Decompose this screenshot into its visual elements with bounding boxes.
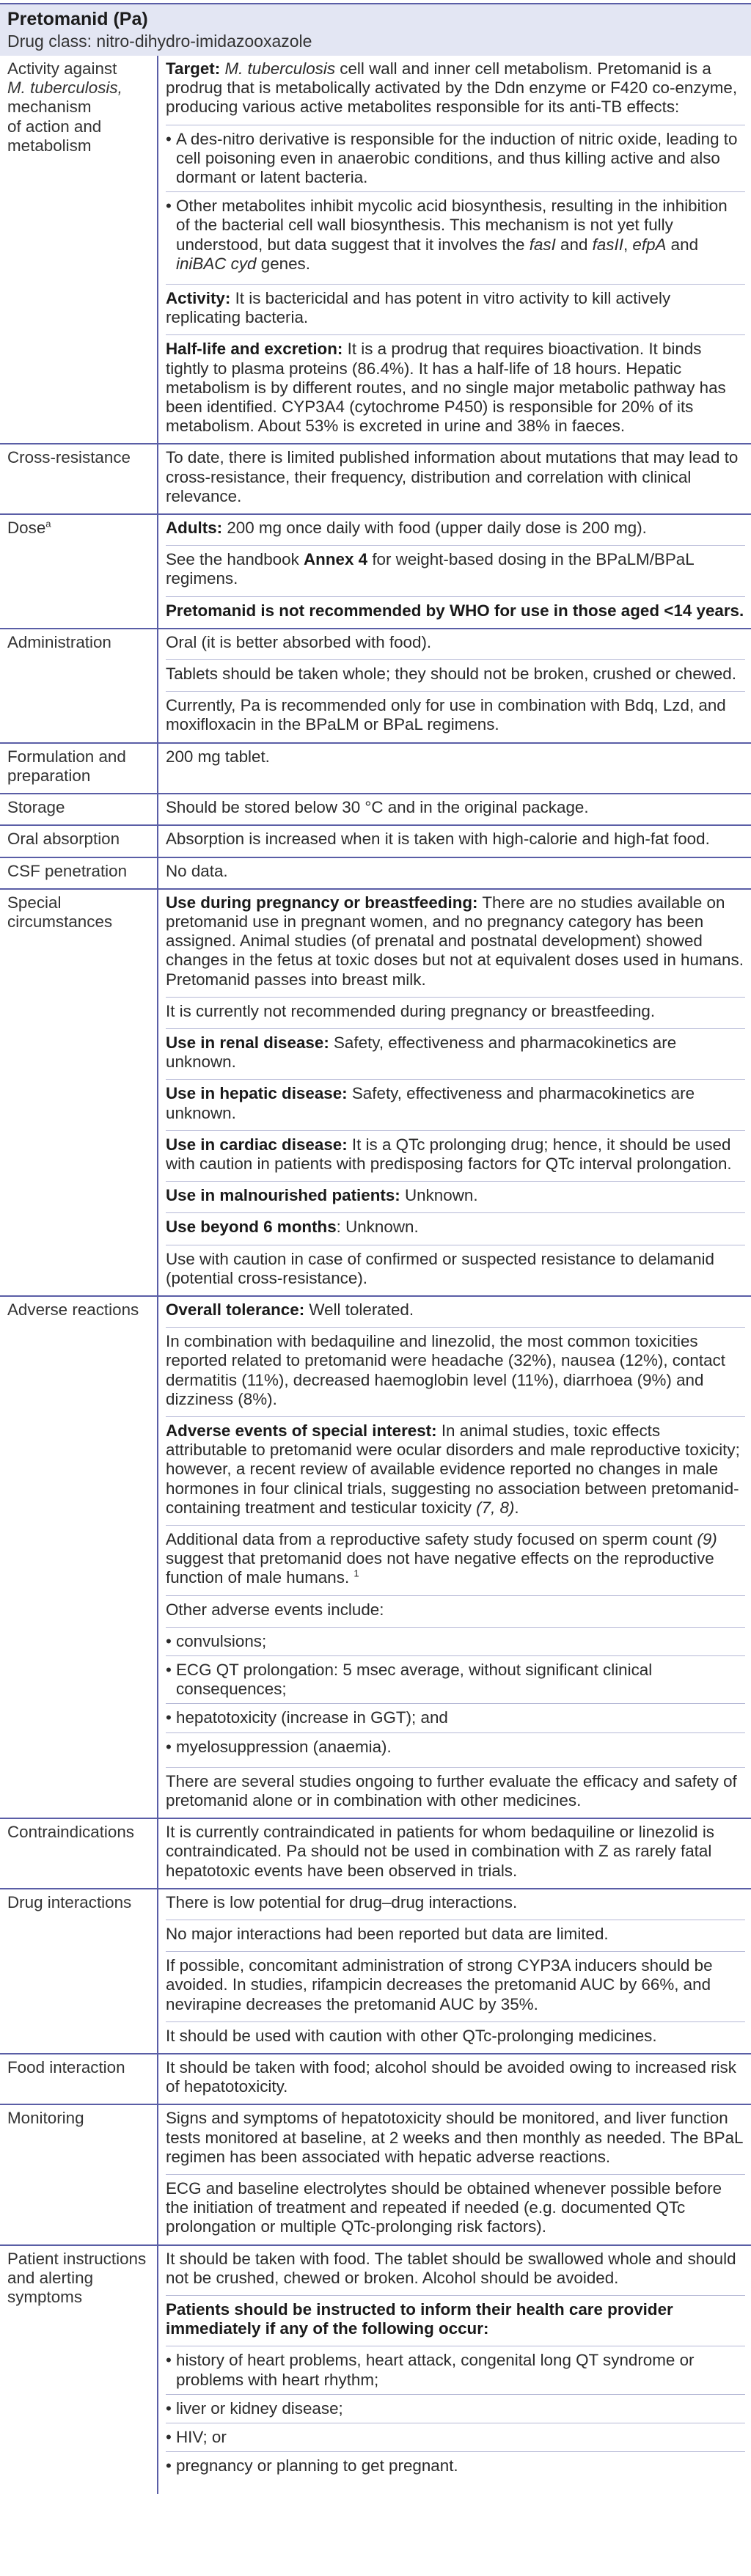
list-item: • convulsions; <box>166 1627 745 1655</box>
renal-paragraph: Use in renal disease: Safety, effectiveness and pharmacokinetics are unknown. <box>166 1028 745 1072</box>
content-dose <box>158 514 751 629</box>
content-adverse-reactions: Overall tolerance: Well tolerated. In combination with bedaquiline and linezolid, the most common toxicities reported related to pretomanid were headache (32%), nausea (12%), contact dermatitis (11%), decreased haemoglobin level (11%), diarrhoea (9%) and dizziness (8%). Adverse events of special interest: In animal studies, toxic effects attributable to pretomanid were ocular disorders and male reproductive toxicity; however, a recent review of available evidence reported no changes in male hormones in four clinical trials, suggesting no association between pretomanid-containing treatment and testicular toxicity (7, 8). Additional data from a reproductive safety study focused on sperm count (9) suggest that pretomanid does not have negative effects on the reproductive function of male humans. $^1$ Other adverse events include: • convulsions; • ECG QT prolongation: 5 msec average, without significant clinical consequences; • hepatotoxicity (increase in GGT); and • myelosuppression (anaemia). There are several studies ongoing to further evaluate the efficacy and safety of pretomanid alone or in combination with other medicines. <box>158 1296 751 1818</box>
label-dose: Dose$^a$ <box>0 514 158 629</box>
label-drug-interactions: Drug interactions <box>0 1889 158 2054</box>
target-paragraph: Target: M. tuberculosis cell wall and inner cell metabolism. Pretomanid is a prodrug that is metabolically activated by the Ddn enzyme or F420 co-enzyme, producing various active metabolites responsible for its anti-TB effects: <box>166 59 738 117</box>
label-food-interaction: Food interaction <box>0 2054 158 2104</box>
pregnancy-paragraph: Use during pregnancy or breastfeeding: There are no studies available on pretomanid use in pregnant women, and no pregnancy category has been assigned. Animal studies (of prenatal and postnatal development) showed changes in the fetus at toxic doses but not at equivalent doses used in humans. Pretomanid passes into breast milk. <box>166 893 744 989</box>
list-item: • history of heart problems, heart attack, congenital long QT syndrome or problems with heart rhythm; <box>166 2346 745 2393</box>
content-food-interaction: It should be taken with food; alcohol should be avoided owing to increased risk of hepatotoxicity. <box>158 2054 751 2104</box>
list-item: • Other metabolites inhibit mycolic acid biosynthesis, resulting in the inhibition of the bacterial cell wall biosynthesis. This mechanism is not yet fully understood, but data suggest that it involves the fasI and fasII, efpA and iniBAC cyd genes. <box>166 191 745 278</box>
reproductive-paragraph: Additional data from a reproductive safety study focused on sperm count (9) suggest that pretomanid does not have negative effects on the reproductive function of male humans. $^1$ <box>166 1525 745 1588</box>
overall-tolerance: Overall tolerance: Well tolerated. <box>166 1300 414 1319</box>
content-storage: Should be stored below 30 °C and in the original package. <box>158 794 751 825</box>
alert-symptom-list <box>166 2346 745 2480</box>
list-item: • hepatotoxicity (increase in GGT); and <box>166 1703 745 1732</box>
label-adverse-reactions: Adverse reactions <box>0 1296 158 1818</box>
content-special-circumstances: Use during pregnancy or breastfeeding: There are no studies available on pretomanid use in pregnant women, and no pregnancy category has been assigned. Animal studies (of prenatal and postnatal development) showed changes in the fetus at toxic doses but not at equivalent doses used in humans. Pretomanid passes into breast milk. It is currently not recommended during pregnancy or breastfeeding. Use in renal disease: Safety, effectiveness and pharmacokinetics are unknown. Use in hepatic disease: Safety, effectiveness and pharmacokinetics are unknown. Use in cardiac disease: It is a QTc prolonging drug; hence, it should be used with caution in patients with predisposing factors for QTc interval prolongation. Use in malnourished patients: Unknown. Use beyond 6 months: Unknown. Use with caution in case of confirmed or suspected resistance to delamanid (potential cross-resistance). <box>158 889 751 1296</box>
content-oral-absorption: Absorption is increased when it is taken with high-calorie and high-fat food. <box>158 825 751 857</box>
list-item: • myelosuppression (anaemia). <box>166 1732 745 1761</box>
malnourished-paragraph: Use in malnourished patients: Unknown. <box>166 1181 745 1205</box>
content-csf-penetration: No data. <box>158 857 751 889</box>
label-monitoring: Monitoring <box>0 2104 158 2244</box>
content-formulation: 200 mg tablet. <box>158 743 751 794</box>
label-formulation: Formulation and preparation <box>0 743 158 794</box>
drug-title: Pretomanid (Pa) <box>7 9 148 29</box>
age-warning: Pretomanid is not recommended by WHO for use in those aged <14 years. <box>166 596 745 621</box>
row-oral-absorption <box>0 825 751 857</box>
row-dose <box>0 514 751 629</box>
content-contraindications: It is currently contraindicated in patients for whom bedaquiline or linezolid is contraindicated. Pa should not be used in combination with Z as rarely fatal hepatotoxic events have been observed in trials. <box>158 1818 751 1889</box>
list-item: • ECG QT prolongation: 5 msec average, without significant clinical consequences; <box>166 1655 745 1703</box>
row-drug-interactions <box>0 1889 751 2054</box>
metabolite-list <box>166 125 745 278</box>
row-storage <box>0 794 751 825</box>
row-food-interaction <box>0 2054 751 2104</box>
content-patient-instructions: It should be taken with food. The tablet should be swallowed whole and should not be crushed, chewed or broken. Alcohol should be avoided. Patients should be instructed to inform their health care provider immediately if any of the following occur: • history of heart problems, heart attack, congenital long QT syndrome or problems with heart rhythm; • liver or kidney disease; • HIV; or • pregnancy or planning to get pregnant. <box>158 2245 751 2494</box>
content-cross-resistance: To date, there is limited published information about mutations that may lead to cross-resistance, their frequency, distribution and correlation with clinical relevance. <box>158 444 751 514</box>
half-life-paragraph: Half-life and excretion: It is a prodrug that requires bioactivation. It binds tightly to plasma proteins (86.4%). It has a half-life of 18 hours. Hepatic metabolism is by different routes, and no single major metabolic pathway has been identified. CYP3A4 (cytochrome P450) is responsible for 20% of its metabolism. About 53% is excreted in urine and 38% in faeces. <box>166 334 745 436</box>
label-activity: Activity against M. tuberculosis, mechanism of action and metabolism <box>7 59 122 155</box>
label-special-circumstances: Special circumstances <box>0 889 158 1296</box>
list-item: • pregnancy or planning to get pregnant. <box>166 2451 745 2480</box>
content-monitoring: Signs and symptoms of hepatotoxicity should be monitored, and liver function tests monitored at baseline, at 2 weeks and then monthly as needed. The BPaL regimen has been associated with hepatic adverse reactions. ECG and baseline electrolytes should be obtained whenever possible before the initiation of treatment and repeated if needed (e.g. documented QTc prolongation or multiple QTc-prolonging risk factors). <box>158 2104 751 2244</box>
list-item: • A des-nitro derivative is responsible for the induction of nitric oxide, leading to cell poisoning even in anaerobic conditions, and thus killing active and also dormant or latent bacteria. <box>166 125 745 192</box>
annex-reference: See the handbook Annex 4 for weight-based dosing in the BPaLM/BPaL regimens. <box>166 545 745 588</box>
alert-warning: Patients should be instructed to inform their health care provider immediately if any of the following occur: <box>166 2295 745 2338</box>
label-cross-resistance: Cross-resistance <box>0 444 158 514</box>
label-patient-instructions: Patient instructions and alerting symptoms <box>0 2245 158 2494</box>
list-item: • HIV; or <box>166 2423 745 2451</box>
row-formulation <box>0 743 751 794</box>
monograph-header <box>0 3 751 56</box>
content-activity <box>158 56 751 444</box>
label-oral-absorption: Oral absorption <box>0 825 158 857</box>
row-csf-penetration <box>0 857 751 889</box>
content-administration: Oral (it is better absorbed with food). Tablets should be taken whole; they should not be broken, crushed or chewed. Currently, Pa is recommended only for use in combination with Bdq, Lzd, and moxifloxacin in the BPaLM or BPaL regimens. <box>158 629 751 743</box>
cardiac-paragraph: Use in cardiac disease: It is a QTc prolonging drug; hence, it should be used with caution in patients with predisposing factors for QTc interval prolongation. <box>166 1130 745 1174</box>
adverse-event-list <box>166 1627 745 1761</box>
row-contraindications <box>0 1818 751 1889</box>
drug-class: Drug class: nitro-dihydro-imidazooxazole <box>7 32 312 51</box>
beyond-6-months-paragraph: Use beyond 6 months: Unknown. <box>166 1212 745 1237</box>
row-monitoring <box>0 2104 751 2244</box>
row-administration <box>0 629 751 743</box>
adults-dose: Adults: 200 mg once daily with food (upper daily dose is 200 mg). <box>166 519 647 538</box>
row-cross-resistance <box>0 444 751 514</box>
row-patient-instructions <box>0 2245 751 2494</box>
activity-paragraph: Activity: It is bactericidal and has potent in vitro activity to kill actively replicating bacteria. <box>166 284 745 327</box>
row-activity <box>0 56 751 444</box>
row-special-circumstances <box>0 889 751 1296</box>
row-adverse-reactions <box>0 1296 751 1818</box>
content-drug-interactions: There is low potential for drug–drug interactions. No major interactions had been reported but data are limited. If possible, concomitant administration of strong CYP3A inducers should be avoided. In studies, rifampicin decreases the pretomanid AUC by 66%, and nevirapine decreases the pretomanid AUC by 35%. It should be used with caution with other QTc-prolonging medicines. <box>158 1889 751 2054</box>
list-item: • liver or kidney disease; <box>166 2394 745 2423</box>
label-administration: Administration <box>0 629 158 743</box>
label-csf-penetration: CSF penetration <box>0 857 158 889</box>
label-storage: Storage <box>0 794 158 825</box>
special-interest-paragraph: Adverse events of special interest: In animal studies, toxic effects attributable to pretomanid were ocular disorders and male reproductive toxicity; however, a recent review of available evidence reported no changes in male hormones in four clinical trials, suggesting no association between pretomanid-containing treatment and testicular toxicity (7, 8). <box>166 1416 745 1518</box>
label-contraindications: Contraindications <box>0 1818 158 1889</box>
hepatic-paragraph: Use in hepatic disease: Safety, effectiveness and pharmacokinetics are unknown. <box>166 1079 745 1122</box>
monograph-table <box>0 56 751 2494</box>
